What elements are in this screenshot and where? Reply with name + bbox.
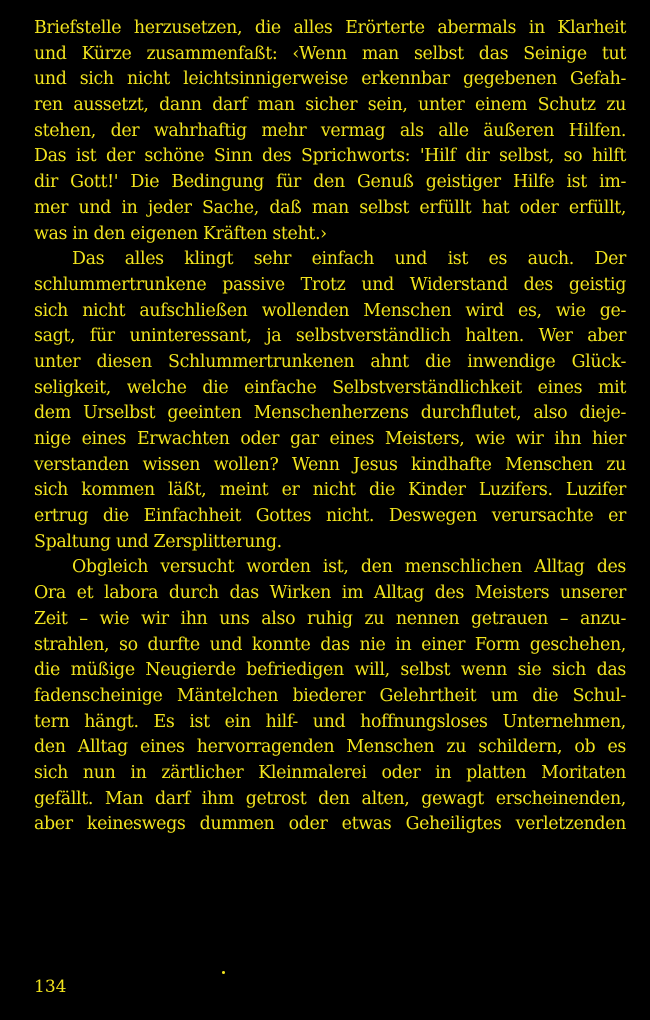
text-line: schlummertrunkene passive Trotz und Widerstand des geistig	[34, 274, 626, 295]
text-line: ren aussetzt, dann darf man sicher sein, unter einem Schutz zu	[34, 95, 626, 116]
text-line: Das ist der schöne Sinn des Sprichworts: 'Hilf dir selbst, so hilft	[34, 146, 626, 167]
text-line: unter diesen Schlummertrunkenen ahnt die inwendige Glück-	[34, 351, 626, 372]
text-line: Obgleich versucht worden ist, den menschlichen Alltag des	[72, 557, 626, 578]
paragraph	[34, 555, 626, 838]
paragraph	[34, 16, 626, 247]
text-line: verstanden wissen wollen? Wenn Jesus kindhafte Menschen zu	[34, 454, 626, 475]
text-line: Briefstelle herzusetzen, die alles Erörterte abermals in Klarheit	[34, 18, 626, 38]
text-line: nige eines Erwachten oder gar eines Meisters, wie wir ihn hier	[34, 429, 626, 449]
text-line: tern hängt. Es ist ein hilf- und hoffnungsloses Unternehmen,	[34, 711, 626, 732]
text-line: strahlen, so durfte und konnte das nie in einer Form geschehen,	[34, 634, 626, 655]
text-line: Ora et labora durch das Wirken im Alltag des Meisters unserer	[34, 583, 626, 604]
text-line: sagt, für uninteressant, ja selbstverständlich halten. Wer aber	[34, 326, 626, 347]
text-line: mer und in jeder Sache, daß man selbst erfüllt hat oder erfüllt,	[34, 197, 626, 218]
body-text	[34, 16, 626, 838]
text-line: Spaltung und Zersplitterung.	[34, 531, 282, 552]
text-line: was in den eigenen Kräften steht.›	[34, 223, 327, 244]
text-line: dem Urselbst geeinten Menschenherzens durchflutet, also dieje-	[34, 403, 626, 424]
text-line: aber keineswegs dummen oder etwas Geheiligtes verletzenden	[34, 814, 626, 835]
text-line: ertrug die Einfachheit Gottes nicht. Deswegen verursachte er	[34, 506, 626, 527]
paragraph	[34, 247, 626, 555]
text-line: seligkeit, welche die einfache Selbstverständlichkeit eines mit	[34, 377, 626, 398]
text-line: Zeit – wie wir ihn uns also ruhig zu nennen getrauen – anzu-	[34, 608, 626, 629]
text-line: die müßige Neugierde befriedigen will, selbst wenn sie sich das	[34, 660, 626, 681]
text-line: sich nun in zärtlicher Kleinmalerei oder in platten Moritaten	[34, 762, 626, 783]
text-line: dir Gott!' Die Bedingung für den Genuß geistiger Hilfe ist im-	[34, 172, 626, 193]
text-line: sich kommen läßt, meint er nicht die Kinder Luzifers. Luzifer	[34, 480, 626, 501]
text-line: Das alles klingt sehr einfach und ist es auch. Der	[72, 249, 626, 270]
text-line: gefällt. Man darf ihm getrost den alten, gewagt erscheinenden,	[34, 788, 626, 809]
page-number: 134	[34, 977, 67, 997]
text-line: und Kürze zusammenfaßt: ‹Wenn man selbst das Seinige tut	[34, 43, 626, 64]
text-line: sich nicht aufschließen wollenden Menschen wird es, wie ge-	[34, 300, 626, 321]
print-speck	[222, 971, 225, 974]
text-line: fadenscheinige Mäntelchen biederer Gelehrtheit um die Schul-	[34, 685, 626, 706]
text-line: stehen, der wahrhaftig mehr vermag als alle äußeren Hilfen.	[34, 120, 626, 141]
text-line: und sich nicht leichtsinnigerweise erkennbar gegebenen Gefah-	[34, 69, 626, 90]
text-line: den Alltag eines hervorragenden Menschen zu schildern, ob es	[34, 737, 626, 758]
